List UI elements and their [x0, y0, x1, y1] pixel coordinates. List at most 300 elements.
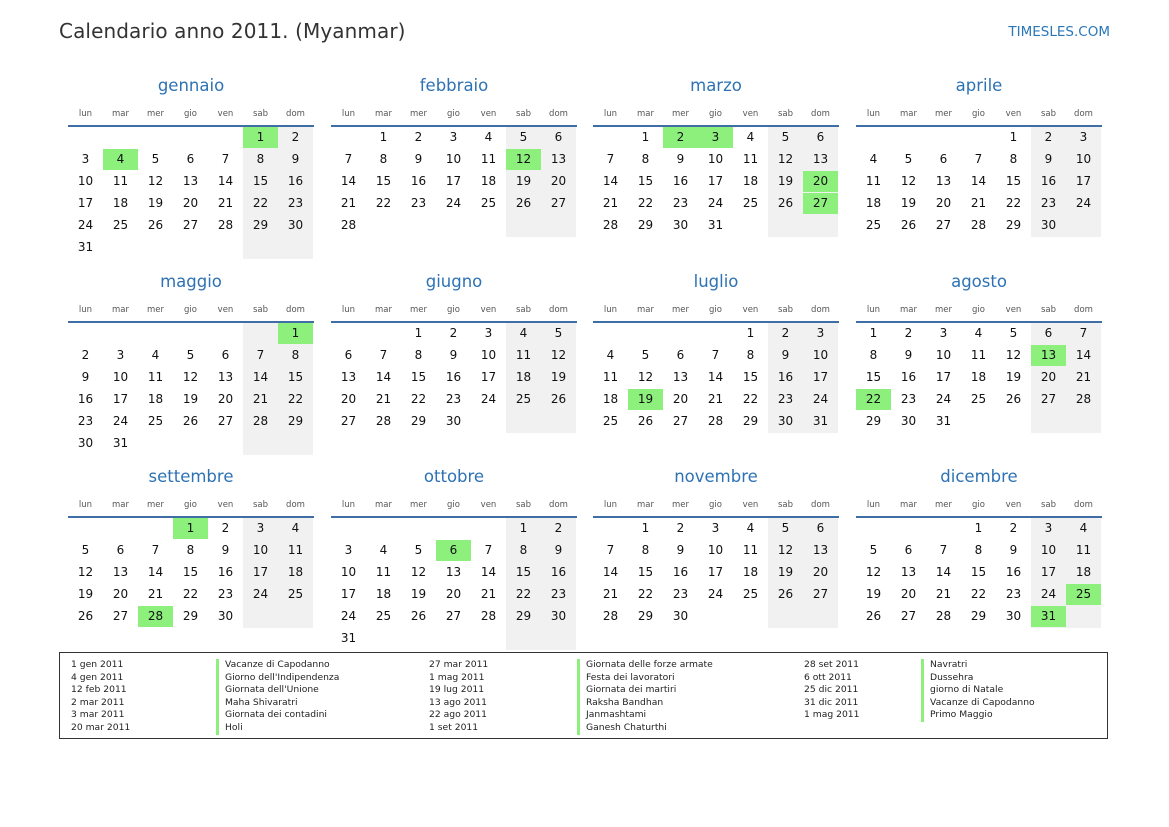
- day-cell: 22: [637, 196, 654, 210]
- weekday-label: ven: [1005, 500, 1022, 510]
- day-cell: 13: [900, 565, 917, 579]
- day-cell: 26: [1005, 392, 1022, 406]
- day-cell: 27: [445, 609, 462, 623]
- day-cell: 31: [112, 436, 129, 450]
- day-cell: 6: [344, 348, 353, 362]
- weekday-label: mer: [934, 305, 952, 315]
- weekday-label: mer: [671, 500, 689, 510]
- day-cell: 28: [602, 218, 619, 232]
- day-cell: 16: [672, 174, 689, 188]
- day-cell: 15: [410, 370, 427, 384]
- day-cell: 25: [147, 414, 164, 428]
- site-link[interactable]: TIMESLES.COM: [1008, 24, 1110, 40]
- day-cell: 12: [865, 565, 882, 579]
- day-cell: 6: [816, 130, 825, 144]
- month-name: dicembre: [940, 467, 1018, 486]
- day-cell: 21: [970, 196, 987, 210]
- month-febbraio: [331, 76, 577, 266]
- day-cell: 13: [935, 174, 952, 188]
- day-cell: 19: [777, 174, 794, 188]
- month-novembre: [593, 467, 839, 657]
- weekday-label: mer: [146, 109, 164, 119]
- holiday-cell: 12: [506, 149, 541, 170]
- weekday-label: sab: [252, 109, 269, 119]
- day-cell: 30: [1005, 609, 1022, 623]
- day-cell: 24: [812, 392, 829, 406]
- weekday-label: mer: [146, 305, 164, 315]
- day-cell: 26: [77, 609, 94, 623]
- weekday-label: gio: [972, 500, 985, 510]
- day-cell: 27: [550, 196, 567, 210]
- day-cell: 31: [77, 240, 94, 254]
- day-cell: 11: [375, 565, 392, 579]
- weekday-label: sab: [515, 109, 532, 119]
- weekday-label: sab: [1040, 109, 1057, 119]
- day-cell: 7: [256, 348, 265, 362]
- day-cell: 26: [550, 392, 567, 406]
- day-cell: 29: [182, 609, 199, 623]
- day-cell: 21: [602, 587, 619, 601]
- day-cell: 9: [554, 543, 563, 557]
- day-cell: 1: [974, 521, 983, 535]
- weekday-label: lun: [866, 500, 881, 510]
- weekday-label: mer: [409, 305, 427, 315]
- day-cell: 20: [672, 392, 689, 406]
- legend-holiday-name: Giornata delle forze armate: [577, 659, 713, 672]
- day-cell: 1: [641, 130, 650, 144]
- day-cell: 21: [340, 196, 357, 210]
- day-cell: 9: [1009, 543, 1018, 557]
- day-cell: 25: [375, 609, 392, 623]
- weekday-label: ven: [217, 109, 234, 119]
- day-cell: 2: [291, 130, 300, 144]
- day-cell: 12: [637, 370, 654, 384]
- day-cell: 26: [865, 609, 882, 623]
- legend-date: 1 mag 2011: [804, 709, 860, 721]
- legend-date: 6 ott 2011: [804, 671, 852, 683]
- day-cell: 24: [1075, 196, 1092, 210]
- weekday-label: mar: [900, 305, 917, 315]
- day-cell: 27: [900, 609, 917, 623]
- legend-holiday-name: Janmashtami: [577, 709, 713, 722]
- weekday-label: mar: [637, 305, 654, 315]
- day-cell: 2: [676, 521, 685, 535]
- day-cell: 22: [287, 392, 304, 406]
- day-cell: 22: [637, 587, 654, 601]
- day-cell: 20: [445, 587, 462, 601]
- day-cell: 11: [112, 174, 129, 188]
- month-agosto: [856, 272, 1102, 462]
- day-cell: 5: [186, 348, 195, 362]
- holiday-cell: 20: [803, 171, 838, 192]
- day-cell: 12: [777, 543, 794, 557]
- day-cell: 10: [707, 152, 724, 166]
- day-cell: 11: [742, 152, 759, 166]
- weekday-label: sab: [1040, 500, 1057, 510]
- day-cell: 29: [287, 414, 304, 428]
- weekday-header: [331, 500, 577, 514]
- day-cell: 23: [550, 587, 567, 601]
- weekday-label: ven: [480, 500, 497, 510]
- holiday-cell: 3: [698, 127, 733, 148]
- day-cell: 28: [1075, 392, 1092, 406]
- day-cell: 26: [777, 587, 794, 601]
- day-cell: 26: [777, 196, 794, 210]
- day-cell: 16: [777, 370, 794, 384]
- day-cell: 30: [1040, 218, 1057, 232]
- day-cell: 11: [515, 348, 532, 362]
- day-cell: 29: [637, 609, 654, 623]
- weekday-label: ven: [1005, 305, 1022, 315]
- day-cell: 19: [550, 370, 567, 384]
- day-cell: 29: [515, 609, 532, 623]
- legend-dates-column: [71, 659, 130, 735]
- day-cell: 16: [900, 370, 917, 384]
- day-cell: 13: [182, 174, 199, 188]
- day-cell: 4: [519, 326, 528, 340]
- holiday-cell: 22: [856, 389, 891, 410]
- day-cell: 8: [519, 543, 528, 557]
- day-cell: 27: [112, 609, 129, 623]
- day-cell: 11: [480, 152, 497, 166]
- weekday-label: mar: [375, 109, 392, 119]
- day-cell: 25: [742, 587, 759, 601]
- day-cell: 20: [340, 392, 357, 406]
- month-name: ottobre: [423, 467, 485, 486]
- weekday-label: gio: [709, 109, 722, 119]
- holiday-cell: 28: [138, 606, 173, 627]
- day-cell: 10: [112, 370, 129, 384]
- weekday-label: lun: [341, 109, 356, 119]
- month-giugno: [331, 272, 577, 462]
- weekday-label: lun: [603, 109, 618, 119]
- day-cell: 24: [707, 196, 724, 210]
- day-cell: 21: [375, 392, 392, 406]
- day-cell: 26: [900, 218, 917, 232]
- day-cell: 23: [1005, 587, 1022, 601]
- weekday-header: [593, 305, 839, 319]
- weekday-label: sab: [252, 305, 269, 315]
- day-cell: 30: [777, 414, 794, 428]
- day-cell: 26: [147, 218, 164, 232]
- day-cell: 14: [1075, 348, 1092, 362]
- holiday-cell: 25: [1066, 584, 1101, 605]
- day-cell: 3: [449, 130, 458, 144]
- day-cell: 20: [550, 174, 567, 188]
- day-cell: 12: [900, 174, 917, 188]
- day-cell: 30: [900, 414, 917, 428]
- weekday-label: mar: [637, 500, 654, 510]
- weekday-label: mar: [900, 500, 917, 510]
- day-cell: 24: [340, 609, 357, 623]
- month-dicembre: [856, 467, 1102, 657]
- day-cell: 22: [1005, 196, 1022, 210]
- day-cell: 23: [410, 196, 427, 210]
- day-cell: 21: [602, 196, 619, 210]
- holiday-cell: 27: [803, 193, 838, 214]
- day-cell: 14: [602, 565, 619, 579]
- weekday-label: dom: [811, 305, 830, 315]
- weekday-header: [331, 305, 577, 319]
- day-cell: 9: [81, 370, 90, 384]
- day-cell: 28: [707, 414, 724, 428]
- day-cell: 14: [935, 565, 952, 579]
- day-cell: 2: [781, 326, 790, 340]
- legend-date: 27 mar 2011: [429, 659, 489, 670]
- day-cell: 8: [1009, 152, 1018, 166]
- weekday-label: mar: [375, 500, 392, 510]
- day-cell: 18: [865, 196, 882, 210]
- day-cell: 11: [865, 174, 882, 188]
- day-cell: 1: [414, 326, 423, 340]
- day-cell: 25: [742, 196, 759, 210]
- day-cell: 29: [865, 414, 882, 428]
- day-cell: 10: [707, 543, 724, 557]
- day-cell: 13: [340, 370, 357, 384]
- day-cell: 3: [711, 521, 720, 535]
- day-cell: 3: [1044, 521, 1053, 535]
- day-cell: 3: [344, 543, 353, 557]
- day-cell: 5: [904, 152, 913, 166]
- weekday-label: lun: [341, 500, 356, 510]
- day-cell: 19: [410, 587, 427, 601]
- weekday-label: sab: [777, 500, 794, 510]
- day-cell: 25: [970, 392, 987, 406]
- day-cell: 15: [375, 174, 392, 188]
- day-cell: 23: [217, 587, 234, 601]
- day-cell: 8: [291, 348, 300, 362]
- day-cell: 21: [217, 196, 234, 210]
- day-cell: 30: [217, 609, 234, 623]
- day-cell: 12: [182, 370, 199, 384]
- day-cell: 26: [410, 609, 427, 623]
- day-cell: 20: [900, 587, 917, 601]
- legend-date: 4 gen 2011: [71, 671, 124, 683]
- day-cell: 14: [707, 370, 724, 384]
- day-cell: 5: [81, 543, 90, 557]
- day-cell: 16: [445, 370, 462, 384]
- weekday-label: mar: [375, 305, 392, 315]
- day-cell: 13: [550, 152, 567, 166]
- weekday-label: sab: [515, 305, 532, 315]
- legend-date: 19 lug 2011: [429, 684, 485, 696]
- day-cell: 9: [221, 543, 230, 557]
- day-cell: 10: [812, 348, 829, 362]
- day-cell: 10: [77, 174, 94, 188]
- day-cell: 3: [1079, 130, 1088, 144]
- day-cell: 21: [935, 587, 952, 601]
- weekday-header: [68, 109, 314, 123]
- weekday-label: mar: [637, 109, 654, 119]
- day-cell: 4: [974, 326, 983, 340]
- weekday-label: dom: [811, 109, 830, 119]
- day-cell: 28: [217, 218, 234, 232]
- day-cell: 12: [1005, 348, 1022, 362]
- day-cell: 2: [904, 326, 913, 340]
- legend-holiday-name: Navratri: [921, 659, 1035, 672]
- day-cell: 6: [676, 348, 685, 362]
- day-cell: 7: [606, 543, 615, 557]
- day-cell: 16: [550, 565, 567, 579]
- holiday-cell: 1: [278, 323, 313, 344]
- day-cell: 29: [1005, 218, 1022, 232]
- day-cell: 8: [641, 152, 650, 166]
- day-cell: 21: [707, 392, 724, 406]
- legend-date: 2 mar 2011: [71, 696, 125, 708]
- day-cell: 7: [606, 152, 615, 166]
- day-cell: 18: [375, 587, 392, 601]
- weekday-label: dom: [286, 305, 305, 315]
- legend-holiday-name: Festa dei lavoratori: [577, 672, 713, 685]
- weekday-label: mer: [671, 109, 689, 119]
- weekday-label: dom: [1074, 305, 1093, 315]
- day-cell: 1: [641, 521, 650, 535]
- day-cell: 10: [340, 565, 357, 579]
- legend-holiday-name: Primo Maggio: [921, 709, 1035, 722]
- day-cell: 5: [869, 543, 878, 557]
- weekday-label: mer: [146, 500, 164, 510]
- day-cell: 4: [291, 521, 300, 535]
- month-name: febbraio: [419, 76, 489, 95]
- weekday-label: lun: [78, 500, 93, 510]
- day-cell: 27: [935, 218, 952, 232]
- weekday-label: gio: [709, 305, 722, 315]
- legend-names-column: [577, 659, 713, 735]
- weekday-label: gio: [447, 109, 460, 119]
- day-cell: 8: [974, 543, 983, 557]
- day-cell: 29: [970, 609, 987, 623]
- weekday-header: [856, 305, 1102, 319]
- day-cell: 6: [116, 543, 125, 557]
- day-cell: 21: [147, 587, 164, 601]
- month-maggio: [68, 272, 314, 462]
- day-cell: 1: [379, 130, 388, 144]
- holiday-cell: 19: [628, 389, 663, 410]
- day-cell: 30: [672, 609, 689, 623]
- day-cell: 28: [935, 609, 952, 623]
- day-cell: 14: [217, 174, 234, 188]
- day-cell: 25: [865, 218, 882, 232]
- day-cell: 27: [812, 587, 829, 601]
- weekday-header: [68, 305, 314, 319]
- legend-holiday-name: Ganesh Chaturthi: [577, 722, 713, 735]
- legend-date: 12 feb 2011: [71, 684, 127, 696]
- month-name: settembre: [148, 467, 234, 486]
- legend-date: 3 mar 2011: [71, 709, 125, 721]
- day-cell: 22: [375, 196, 392, 210]
- month-luglio: [593, 272, 839, 462]
- day-cell: 23: [287, 196, 304, 210]
- day-cell: 6: [221, 348, 230, 362]
- month-marzo: [593, 76, 839, 266]
- day-cell: 20: [112, 587, 129, 601]
- day-cell: 22: [182, 587, 199, 601]
- weekday-label: dom: [286, 109, 305, 119]
- weekday-label: mar: [112, 109, 129, 119]
- day-cell: 23: [77, 414, 94, 428]
- weekday-label: mer: [934, 109, 952, 119]
- day-cell: 25: [287, 587, 304, 601]
- weekday-label: dom: [549, 109, 568, 119]
- day-cell: 11: [970, 348, 987, 362]
- weekday-label: mer: [409, 109, 427, 119]
- day-cell: 5: [781, 521, 790, 535]
- day-cell: 14: [970, 174, 987, 188]
- day-cell: 9: [291, 152, 300, 166]
- day-cell: 18: [742, 174, 759, 188]
- day-cell: 23: [445, 392, 462, 406]
- day-cell: 3: [484, 326, 493, 340]
- day-cell: 4: [1079, 521, 1088, 535]
- day-cell: 15: [742, 370, 759, 384]
- day-cell: 17: [480, 370, 497, 384]
- day-cell: 23: [900, 392, 917, 406]
- holiday-cell: 2: [663, 127, 698, 148]
- day-cell: 29: [410, 414, 427, 428]
- day-cell: 14: [375, 370, 392, 384]
- day-cell: 27: [217, 414, 234, 428]
- day-cell: 2: [1009, 521, 1018, 535]
- weekday-label: dom: [811, 500, 830, 510]
- day-cell: 5: [641, 348, 650, 362]
- weekday-label: dom: [286, 500, 305, 510]
- day-cell: 7: [484, 543, 493, 557]
- day-cell: 20: [935, 196, 952, 210]
- day-cell: 9: [676, 543, 685, 557]
- month-name: giugno: [425, 272, 483, 291]
- day-cell: 17: [1040, 565, 1057, 579]
- day-cell: 4: [606, 348, 615, 362]
- day-cell: 2: [1044, 130, 1053, 144]
- day-cell: 15: [637, 174, 654, 188]
- day-cell: 12: [147, 174, 164, 188]
- weekday-label: ven: [217, 500, 234, 510]
- day-cell: 24: [112, 414, 129, 428]
- month-ottobre: [331, 467, 577, 657]
- day-cell: 26: [182, 414, 199, 428]
- day-cell: 22: [410, 392, 427, 406]
- day-cell: 2: [449, 326, 458, 340]
- weekday-header: [68, 500, 314, 514]
- month-name: luglio: [693, 272, 739, 291]
- holiday-cell: 13: [1031, 345, 1066, 366]
- day-cell: 1: [1009, 130, 1018, 144]
- day-cell: 22: [970, 587, 987, 601]
- weekday-label: sab: [777, 305, 794, 315]
- day-cell: 23: [672, 587, 689, 601]
- day-cell: 17: [707, 565, 724, 579]
- day-cell: 5: [151, 152, 160, 166]
- day-cell: 28: [970, 218, 987, 232]
- month-name: gennaio: [157, 76, 225, 95]
- day-cell: 7: [974, 152, 983, 166]
- day-cell: 27: [182, 218, 199, 232]
- holiday-cell: 6: [436, 540, 471, 561]
- day-cell: 6: [904, 543, 913, 557]
- day-cell: 31: [812, 414, 829, 428]
- legend-date: 31 dic 2011: [804, 696, 859, 708]
- weekday-label: ven: [480, 109, 497, 119]
- day-cell: 18: [147, 392, 164, 406]
- day-cell: 30: [550, 609, 567, 623]
- day-cell: 2: [414, 130, 423, 144]
- month-gennaio: [68, 76, 314, 266]
- day-cell: 19: [182, 392, 199, 406]
- day-cell: 9: [676, 152, 685, 166]
- day-cell: 16: [410, 174, 427, 188]
- day-cell: 12: [410, 565, 427, 579]
- holiday-legend: [59, 652, 1108, 739]
